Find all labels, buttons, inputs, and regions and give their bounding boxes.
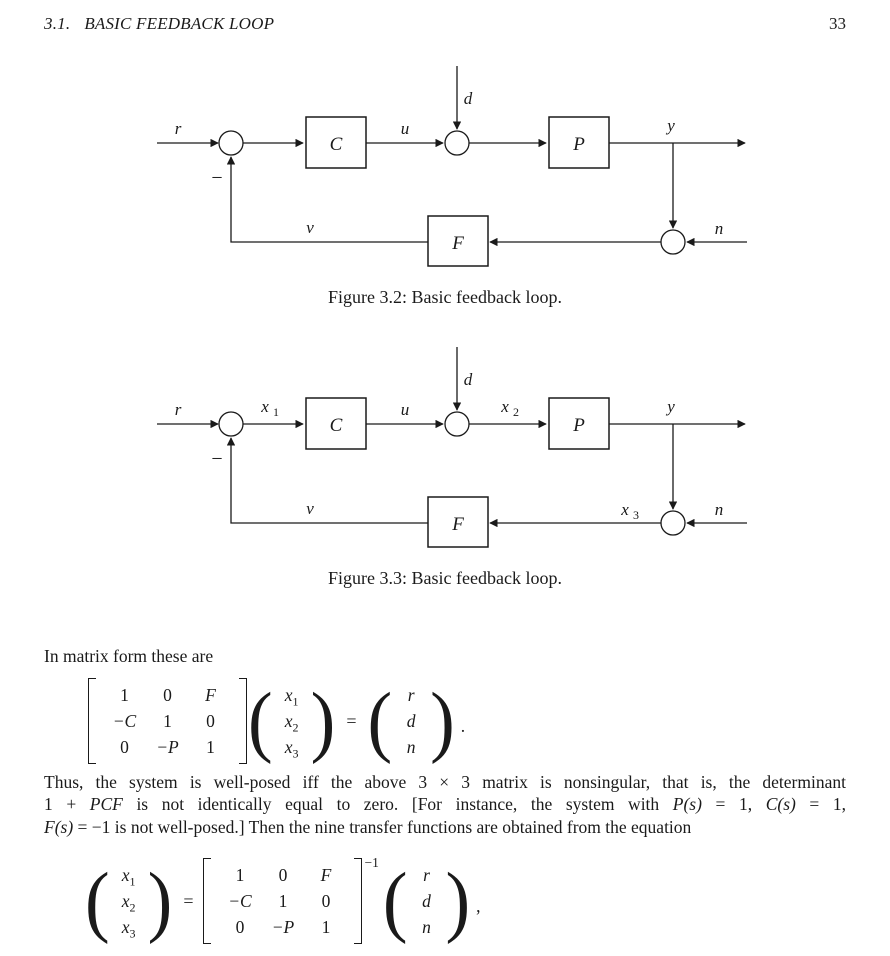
summing-junction — [661, 230, 685, 254]
paragraph-line: F(s) = −1 is not well-posed.] Then the nine transfer functions are obtained from the equation — [44, 816, 692, 837]
matrix-cell: −C — [112, 711, 137, 731]
minus-sign: − — [211, 167, 223, 189]
running-header — [44, 14, 274, 34]
figure-3-3-diagram — [0, 341, 890, 556]
summing-junction — [219, 131, 243, 155]
signal-label-d: d — [463, 89, 473, 108]
signal-label-u: u — [400, 119, 410, 138]
signal-label-u: u — [400, 400, 410, 419]
summing-junction — [445, 131, 469, 155]
matrix-cell: 0 — [206, 711, 215, 731]
right-paren: ) — [430, 676, 455, 766]
controller-label: C — [329, 415, 343, 436]
matrix-cell: 1 — [278, 891, 288, 911]
right-bracket — [354, 858, 362, 944]
matrix-cell: 0 — [278, 865, 288, 885]
summing-junction — [661, 511, 685, 535]
matrix-cell: 1 — [163, 711, 172, 731]
signal-label-r: r — [174, 400, 182, 419]
right-paren: ) — [147, 856, 173, 946]
filter-label: F — [452, 514, 464, 535]
plant-label: P — [573, 415, 585, 436]
signal-label-v: v — [306, 499, 314, 518]
equals-sign: = — [346, 710, 357, 731]
intro-text: In matrix form these are — [44, 646, 214, 666]
matrix-cell: 0 — [321, 891, 331, 911]
input-vector — [409, 862, 445, 940]
feedback-line-v — [231, 438, 428, 523]
summing-junction — [219, 412, 243, 436]
left-bracket — [203, 858, 211, 944]
vector-cell: d — [406, 711, 416, 731]
left-paren: ( — [367, 676, 393, 766]
equals-sign: = — [183, 890, 194, 911]
state-vector — [111, 862, 147, 940]
matrix-cell: 1 — [321, 917, 331, 937]
signal-label-v: v — [306, 218, 314, 237]
matrix-cell: 1 — [235, 865, 245, 885]
signal-label-x1-sub: 1 — [273, 405, 279, 419]
page-number: 33 — [829, 14, 846, 33]
paragraph-line: 1 + PCF is not identically equal to zero. [For instance, the system with P(s) = 1, C(s) = 1, — [44, 794, 846, 815]
filter-label: F — [452, 233, 464, 254]
coefficient-matrix — [96, 678, 239, 764]
plant-label: P — [573, 134, 585, 155]
matrix-cell: F — [320, 865, 332, 885]
feedback-line-v — [231, 157, 428, 242]
signal-label-x3-sub: 3 — [633, 508, 639, 522]
signal-label-n: n — [714, 500, 724, 519]
matrix-cell: 1 — [206, 737, 215, 757]
vector-cell: $x_1$ — [121, 865, 136, 889]
left-paren: ( — [382, 856, 408, 946]
matrix-cell: 1 — [120, 685, 129, 705]
equation-punctuation: , — [476, 895, 481, 916]
figure-3-3-caption: Figure 3.3: Basic feedback loop. — [328, 568, 562, 588]
vector-cell: $x_2$ — [284, 711, 299, 735]
input-vector — [393, 682, 429, 760]
figure-3-2-caption: Figure 3.2: Basic feedback loop. — [328, 287, 562, 307]
matrix-inverse-exponent: −1 — [364, 855, 379, 870]
vector-cell: $x_3$ — [121, 917, 136, 941]
right-paren: ) — [445, 856, 471, 946]
matrix-equation-1 — [88, 678, 465, 764]
vector-cell: n — [422, 917, 431, 937]
figure-3-2-diagram — [0, 60, 890, 275]
matrix-cell: 0 — [120, 737, 129, 757]
signal-label-x1: x — [261, 397, 269, 416]
matrix-cell: 0 — [163, 685, 172, 705]
vector-cell: n — [406, 737, 416, 757]
vector-cell: d — [422, 891, 431, 911]
paragraph-line: Thus, the system is well-posed iff the above 3 × 3 matrix is nonsingular, that is, the determinant — [44, 772, 846, 792]
vector-cell: $x_3$ — [284, 737, 299, 761]
signal-label-r: r — [174, 119, 182, 138]
vector-cell: r — [407, 685, 415, 705]
controller-label: C — [329, 134, 343, 155]
matrix-cell: −C — [228, 891, 252, 911]
signal-label-x2: x — [501, 397, 509, 416]
vector-cell: r — [423, 865, 430, 885]
equation-punctuation: . — [460, 715, 466, 736]
vector-cell: $x_2$ — [121, 891, 136, 915]
state-vector — [274, 682, 310, 760]
right-bracket — [239, 678, 247, 764]
signal-label-x2-sub: 2 — [513, 405, 519, 419]
matrix-cell: −P — [271, 917, 295, 937]
right-paren: ) — [310, 676, 336, 766]
signal-label-x3: x — [621, 500, 629, 519]
section-number: 3.1. — [44, 14, 71, 33]
body-paragraph — [44, 771, 846, 838]
vector-cell: $x_1$ — [284, 685, 299, 709]
signal-label-y: y — [667, 116, 675, 135]
matrix-equation-2 — [84, 855, 481, 946]
matrix-cell: 0 — [235, 917, 245, 937]
coefficient-matrix — [211, 858, 354, 944]
left-bracket — [88, 678, 96, 764]
signal-label-y: y — [667, 397, 675, 416]
matrix-cell: −P — [156, 737, 179, 757]
minus-sign: − — [211, 448, 223, 470]
left-paren: ( — [85, 856, 110, 946]
matrix-cell: F — [205, 685, 216, 705]
section-title: BASIC FEEDBACK LOOP — [84, 14, 275, 33]
summing-junction — [445, 412, 469, 436]
signal-label-d: d — [463, 370, 473, 389]
signal-label-n: n — [714, 219, 724, 238]
left-paren: ( — [248, 676, 273, 766]
